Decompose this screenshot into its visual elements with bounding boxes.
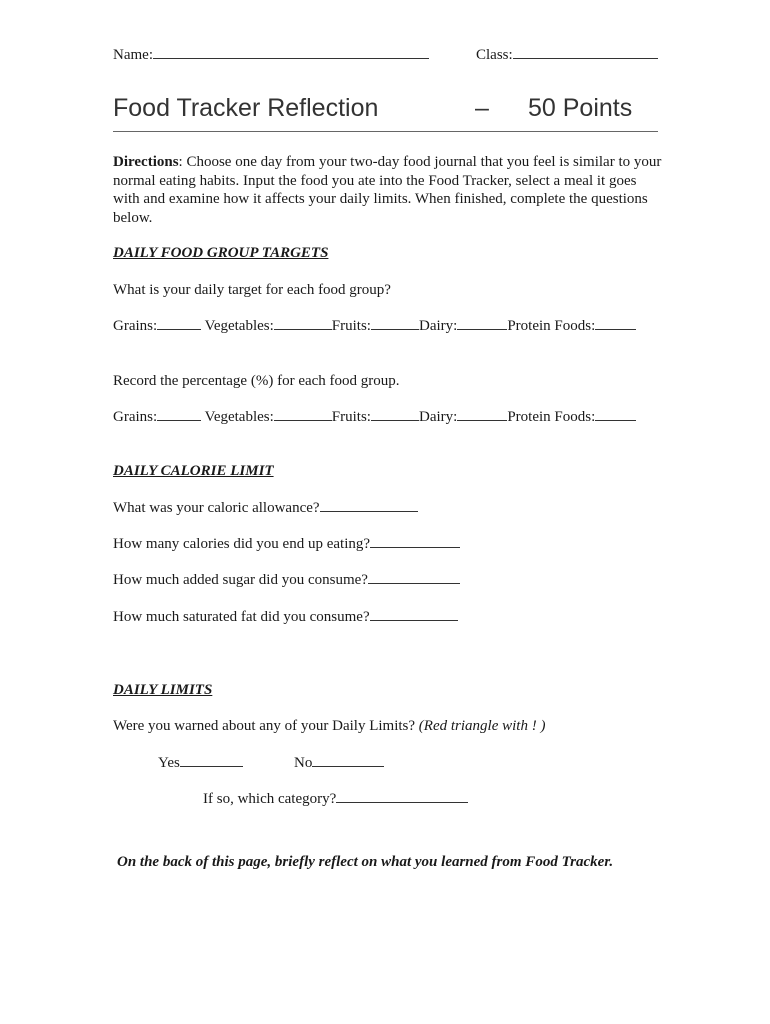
calorie-question-4 [113, 609, 458, 626]
yes-field[interactable] [180, 766, 243, 767]
added-sugar-label: How much added sugar did you consume? [113, 572, 368, 588]
no-option [294, 755, 384, 772]
fruits-percent-field[interactable] [371, 420, 419, 421]
vegetables-label: Vegetables: [204, 318, 274, 334]
title-points: 50 Points [528, 94, 633, 122]
caloric-allowance-field[interactable] [320, 511, 418, 512]
calories-eaten-field[interactable] [370, 547, 460, 548]
calorie-question-3 [113, 572, 460, 589]
category-row [203, 791, 468, 808]
added-sugar-field[interactable] [368, 583, 460, 584]
dairy-percent-field[interactable] [457, 420, 507, 421]
dairy-label: Dairy: [418, 318, 458, 334]
calorie-question-2 [113, 536, 460, 553]
fruits-target-field[interactable] [371, 329, 419, 330]
directions-text: : Choose one day from your two-day food journal that you feel is similar to your normal eating habits. Input the food you ate into the Food Tracker, select a meal it goes with and examine how it affects your daily limits. When finished, complete the questions below. [113, 154, 662, 226]
protein-label: Protein Foods: [507, 318, 596, 334]
category-label: If so, which category? [203, 791, 337, 807]
protein-percent-field[interactable] [595, 420, 636, 421]
calories-eaten-label: How many calories did you end up eating? [113, 536, 371, 552]
dairy-target-field[interactable] [457, 329, 507, 330]
fruits-label: Fruits: [331, 318, 371, 334]
caloric-allowance-label: What was your caloric allowance? [113, 500, 320, 516]
calorie-heading: DAILY CALORIE LIMIT [113, 463, 274, 479]
limits-question-hint: (Red triangle with ! ) [418, 718, 546, 734]
food-group-question-2: Record the percentage (%) for each food group. [113, 373, 400, 389]
yes-option [158, 755, 243, 772]
back-page-instruction: On the back of this page, briefly reflect on what you learned from Food Tracker. [117, 854, 614, 870]
limits-heading: DAILY LIMITS [113, 682, 213, 698]
title-divider [113, 131, 658, 132]
page-title: Food Tracker Reflection [113, 94, 379, 122]
saturated-fat-label: How much saturated fat did you consume? [113, 609, 370, 625]
title-dash: – [475, 94, 489, 122]
grains-label: Grains: [113, 409, 158, 425]
calorie-question-1 [113, 500, 418, 517]
food-group-targets-row [113, 318, 636, 335]
no-label: No [294, 755, 313, 771]
directions-label: Directions [113, 154, 179, 170]
grains-percent-field[interactable] [157, 420, 201, 421]
saturated-fat-field[interactable] [370, 620, 458, 621]
vegetables-target-field[interactable] [274, 329, 332, 330]
vegetables-label: Vegetables: [204, 409, 274, 425]
vegetables-percent-field[interactable] [274, 420, 332, 421]
limits-question-text: Were you warned about any of your Daily Limits? [113, 718, 419, 734]
dairy-label: Dairy: [418, 409, 458, 425]
name-label: Name: [113, 47, 153, 63]
grains-label: Grains: [113, 318, 158, 334]
category-field[interactable] [336, 802, 468, 803]
class-field[interactable] [513, 58, 658, 59]
food-group-percent-row [113, 409, 636, 426]
yes-label: Yes [158, 755, 180, 771]
protein-target-field[interactable] [595, 329, 636, 330]
limits-question [113, 718, 545, 735]
protein-label: Protein Foods: [507, 409, 596, 425]
name-row [113, 47, 429, 64]
grains-target-field[interactable] [157, 329, 201, 330]
food-group-heading: DAILY FOOD GROUP TARGETS [113, 245, 329, 261]
directions-paragraph [113, 153, 663, 227]
class-label: Class: [476, 47, 513, 63]
no-field[interactable] [312, 766, 384, 767]
name-field[interactable] [153, 58, 429, 59]
class-row [476, 47, 658, 64]
fruits-label: Fruits: [331, 409, 371, 425]
food-group-question-1: What is your daily target for each food group? [113, 282, 391, 298]
